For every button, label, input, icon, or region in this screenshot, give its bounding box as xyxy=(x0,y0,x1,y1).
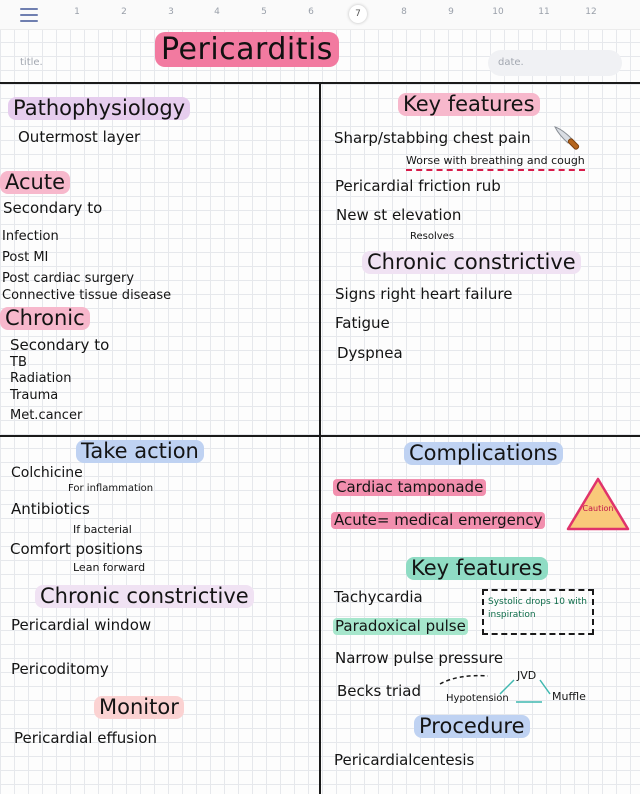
date-field[interactable]: date. xyxy=(488,50,622,76)
systolic-note-text: Systolic drops 10 with inspiration xyxy=(488,597,587,620)
chronic-cause-item: TB xyxy=(10,355,27,370)
complications-heading: Complications xyxy=(404,442,563,465)
acute-cause-item: Infection xyxy=(2,229,59,244)
acute-cause-item: Post cardiac surgery xyxy=(2,271,135,286)
colchicine-note: For inflammation xyxy=(68,483,154,494)
pericardial-effusion-text: Pericardial effusion xyxy=(14,729,157,747)
tachycardia-text: Tachycardia xyxy=(334,588,423,606)
chronic-cause-item: Radiation xyxy=(10,371,72,386)
chronic-feature-item: Signs right heart failure xyxy=(335,285,513,303)
page-tab-6[interactable]: 6 xyxy=(308,7,314,17)
title-field[interactable]: title. xyxy=(20,57,43,68)
chronic-heading: Chronic xyxy=(0,307,90,330)
page-tab-3[interactable]: 3 xyxy=(168,7,174,17)
page-tab-4[interactable]: 4 xyxy=(214,7,220,17)
caution-triangle-icon xyxy=(566,476,630,532)
page-tab-12[interactable]: 12 xyxy=(585,7,597,17)
take-action-heading: Take action xyxy=(76,440,204,463)
page-tab-2[interactable]: 2 xyxy=(121,7,127,17)
antibiotics-text: Antibiotics xyxy=(11,500,90,518)
worse-with-breathing-note: Worse with breathing and cough xyxy=(406,155,585,171)
jvd-text: JVD xyxy=(517,669,537,682)
becks-triad-text: Becks triad xyxy=(337,682,421,700)
colchicine-text: Colchicine xyxy=(11,465,83,481)
st-elevation-text: New st elevation xyxy=(336,206,462,224)
center-divider xyxy=(319,82,321,794)
hamburger-menu-icon[interactable] xyxy=(20,8,38,22)
procedure-heading: Procedure xyxy=(414,715,530,738)
cardiac-tamponade-text: Cardiac tamponade xyxy=(333,479,486,496)
pericardial-window-text: Pericardial window xyxy=(11,616,152,634)
acute-cause-item: Connective tissue disease xyxy=(2,288,172,303)
systolic-note-box xyxy=(482,589,594,635)
chronic-constrictive-heading: Chronic constrictive xyxy=(362,251,581,274)
pericardialcentesis-text: Pericardialcentesis xyxy=(334,751,475,769)
chronic-cause-item: Met.cancer xyxy=(10,408,83,423)
narrow-pulse-pressure-text: Narrow pulse pressure xyxy=(335,649,504,667)
acute-cause-item: Post MI xyxy=(2,250,49,265)
monitor-heading: Monitor xyxy=(94,696,184,719)
page-tab-9[interactable]: 9 xyxy=(448,7,454,17)
medical-emergency-text: Acute= medical emergency xyxy=(331,512,545,529)
friction-rub-text: Pericardial friction rub xyxy=(335,177,501,195)
chronic-feature-item: Fatigue xyxy=(335,314,390,332)
page-title: Pericarditis xyxy=(155,32,339,67)
page-tab-8[interactable]: 8 xyxy=(401,7,407,17)
paradoxical-pulse-text: Paradoxical pulse xyxy=(335,617,466,635)
resolves-note: Resolves xyxy=(410,231,455,242)
chronic-cause-item: Trauma xyxy=(10,388,59,403)
comfort-positions-text: Comfort positions xyxy=(10,540,143,558)
acute-secondary-text: Secondary to xyxy=(3,199,103,217)
page-tab-5[interactable]: 5 xyxy=(261,7,267,17)
pathophysiology-heading: Pathophysiology xyxy=(8,97,190,120)
acute-heading: Acute xyxy=(0,171,70,194)
knife-icon xyxy=(552,123,586,153)
key-features-heading: Key features xyxy=(398,93,540,116)
becks-triad-connectors xyxy=(438,669,568,712)
antibiotics-note: If bacterial xyxy=(73,523,132,536)
muffle-text: Muffle xyxy=(552,690,586,703)
page-tab-10[interactable]: 10 xyxy=(492,7,504,17)
chest-pain-text: Sharp/stabbing chest pain xyxy=(334,129,531,147)
chronic-constrictive-action-heading: Chronic constrictive xyxy=(35,585,254,608)
caution-label: Caution xyxy=(582,504,614,513)
complications-key-features-heading: Key features xyxy=(406,557,548,580)
hypotension-text: Hypotension xyxy=(446,693,509,704)
page-tab-11[interactable]: 11 xyxy=(538,7,550,17)
page-tab-7-active[interactable]: 7 xyxy=(349,5,367,23)
chronic-secondary-text: Secondary to xyxy=(10,336,110,354)
chronic-feature-item: Dyspnea xyxy=(337,344,403,362)
outermost-layer-text: Outermost layer xyxy=(18,128,141,146)
page-toolbar xyxy=(0,0,640,30)
pericoditomy-text: Pericoditomy xyxy=(11,660,109,678)
page-tab-1[interactable]: 1 xyxy=(74,7,80,17)
comfort-positions-note: Lean forward xyxy=(73,561,146,574)
